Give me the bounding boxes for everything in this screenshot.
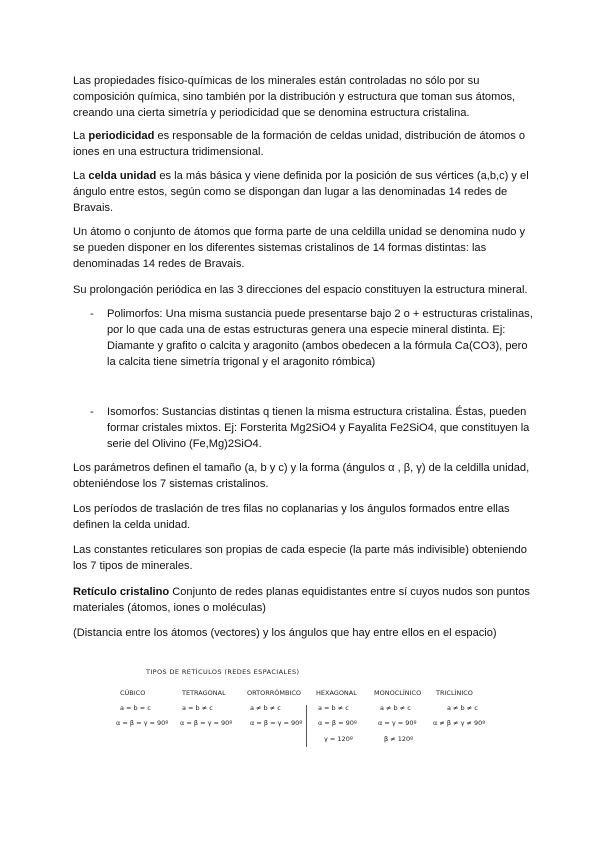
- paragraph-nudo: Un átomo o conjunto de átomos que forma parte de una celdilla unidad se denomina nudo y se pueden disponer en los diferentes sistemas cristalinos de 14 formas distintas: las denominadas 14 redes de Bravais.: [73, 226, 526, 270]
- paragraph-body: es responsable de la formación de celdas unidad, distribución de átomos o iones en una estructura tridimensional.: [73, 130, 526, 158]
- table-header: ORTORRÓMBICO: [247, 689, 302, 697]
- table-divider: [306, 705, 307, 747]
- paragraph-periodos: Los períodos de traslación de tres filas no coplanarias y los ángulos formados entre ellas definen la celda unidad.: [73, 503, 510, 531]
- paragraph-reticulo: [73, 584, 535, 616]
- table-header: HEXAGONAL: [316, 689, 357, 697]
- paragraph-intro: Las propiedades físico-químicas de los minerales están controladas no sólo por su composición química, sino también por la distribución y estructura que toman sus átomos, creando una cierta simetría y periodicidad que se denomina estructura cristalina.: [73, 75, 516, 119]
- table-header: CÚBICO: [120, 689, 146, 697]
- bullet-dash: -: [90, 406, 94, 418]
- paragraph-distancia: (Distancia entre los átomos (vectores) y los ángulos que hay entre ellos en el espacio): [73, 627, 497, 639]
- table-cell: α ≠ β ≠ γ ≠ 90º: [433, 719, 486, 727]
- table-cell: a = b = c: [120, 704, 151, 712]
- paragraph-body: Conjunto de redes planas equidistantes entre sí cuyos nudos son puntos materiales (átomos, iones o moléculas): [73, 586, 530, 614]
- paragraph-prolongacion: Su prolongación periódica en las 3 direcciones del espacio constituyen la estructura mineral.: [73, 284, 528, 296]
- paragraph-prefix: La: [73, 170, 89, 182]
- paragraph-periodicidad: [73, 128, 535, 160]
- table-cell: β ≠ 120º: [384, 735, 414, 743]
- paragraph-celda-unidad: [73, 168, 535, 216]
- term-celda-unidad: celda unidad: [88, 170, 157, 182]
- table-cell: α = γ = 90º: [378, 719, 417, 727]
- table-cell: α = β = γ = 90º: [250, 719, 303, 727]
- bullet-text: Polimorfos: Una misma sustancia puede presentarse bajo 2 o + estructuras cristalinas, por lo que cada una de estas estructuras genera una especie mineral distinta. Ej: Diamante y grafito o calcita y aragonito (ambos obedecen a la fórmula Ca(CO3), pero la calcita tiene simetría trigonal y el aragonito rómbica): [107, 308, 533, 368]
- bullet-text: Isomorfos: Sustancias distintas q tienen la misma estructura cristalina. Éstas, pueden formar cristales mixtos. Ej: Forsterita Mg2SiO4 y Fayalita Fe2SiO4, que constituyen la serie del Olivino (Fe,Mg)2SiO4.: [107, 406, 530, 450]
- table-header: TRICLÍNICO: [436, 689, 473, 697]
- term-reticulo-cristalino: Retículo cristalino: [73, 586, 170, 598]
- paragraph-parametros: Los parámetros definen el tamaño (a, b y c) y la forma (ángulos α , β, γ) de la celdilla unidad, obteniéndose los 7 sistemas cristalinos.: [73, 462, 530, 490]
- table-cell: α = β = γ = 90º: [180, 719, 233, 727]
- table-cell: a ≠ b ≠ c: [380, 704, 411, 712]
- table-cell: a = b ≠ c: [318, 704, 349, 712]
- table-cell: a ≠ b ≠ c: [447, 704, 478, 712]
- table-cell: a = b ≠ c: [182, 704, 213, 712]
- bullet-dash: -: [90, 308, 94, 320]
- term-periodicidad: periodicidad: [88, 130, 155, 142]
- table-cell: a ≠ b ≠ c: [250, 704, 281, 712]
- table-cell: α = β = 90º: [318, 719, 357, 727]
- table-title: TIPOS DE RETÍCULOS (REDES ESPACIALES): [146, 668, 300, 676]
- table-header: TETRAGONAL: [182, 689, 226, 697]
- table-cell: α = β = γ = 90º: [116, 719, 169, 727]
- table-header: MONOCLÍNICO: [374, 689, 422, 697]
- paragraph-prefix: La: [73, 130, 89, 142]
- paragraph-constantes: Las constantes reticulares son propias de cada especie (la parte más indivisible) obteniendo los 7 tipos de minerales.: [73, 544, 527, 572]
- table-cell: γ = 120º: [324, 735, 353, 743]
- paragraph-body: es la más básica y viene definida por la posición de sus vértices (a,b,c) y el ángulo entre estos, según como se dispongan dan lugar a las denominadas 14 redes de Bravais.: [73, 170, 529, 214]
